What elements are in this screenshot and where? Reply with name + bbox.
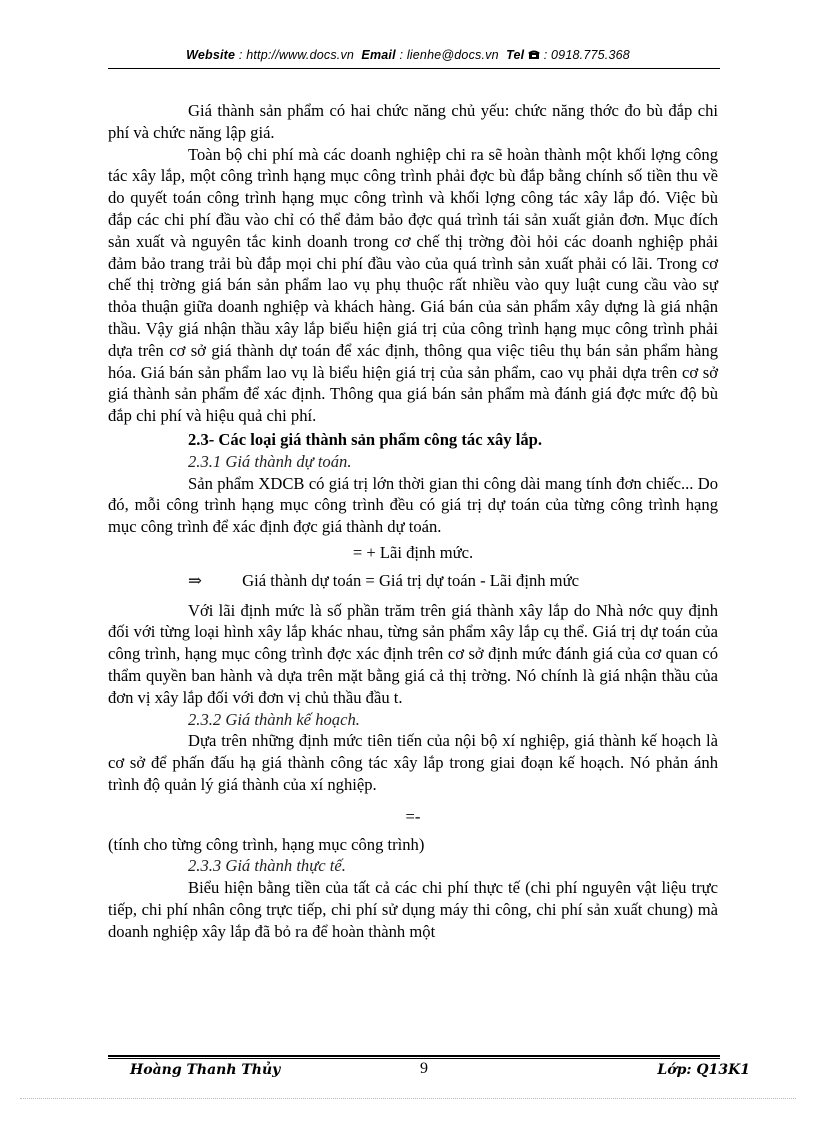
formula-result-text: Giá thành dự toán = Giá trị dự toán - Lãi định mức xyxy=(242,570,579,590)
email-value[interactable]: : lienhe@docs.vn xyxy=(399,48,499,62)
email-label: Email xyxy=(361,48,396,62)
subsection-heading-2-3-1: 2.3.1 Giá thành dự toán. xyxy=(188,451,352,471)
footer-divider-thin xyxy=(108,1058,720,1059)
subsection-heading-2-3-3: 2.3.3 Giá thành thực tế. xyxy=(188,856,346,876)
paragraph-6: Biểu hiện bằng tiền của tất cả các chi phí thực tế (chi phí nguyên vật liệu trực tiếp, chi phí nhân công trực tiếp, chi phí sử dụng máy thi công, chi phí sản xuất chung) mà doanh nghiệp xây lắp đã bỏ ra để hoàn thành một xyxy=(108,878,718,941)
subsection-heading-2-3-2: 2.3.2 Giá thành kế hoạch. xyxy=(188,709,360,729)
website-value[interactable]: : http://www.docs.vn xyxy=(238,48,355,62)
paragraph-3: Sản phẩm XDCB có giá trị lớn thời gian thi công dài mang tính đơn chiếc... Do đó, mỗi công trình hạng mục công trình đều có giá trị dự toán của từng công trình hạng mục công trình để xác định đợc giá thành dự toán. xyxy=(108,473,718,537)
page-footer xyxy=(130,1060,750,1084)
formula-line: = + Lãi định mức. xyxy=(352,542,474,562)
implies-arrow-icon: ⇒ xyxy=(188,570,202,590)
website-label: Website xyxy=(186,48,236,62)
phone-icon xyxy=(528,48,544,62)
tel-value: : 0918.775.368 xyxy=(543,48,630,62)
footer-divider xyxy=(108,1055,720,1057)
footer-class: Lớp: Q13K1 xyxy=(657,1062,750,1078)
document-body xyxy=(108,100,718,942)
section-heading-2-3: 2.3- Các loại giá thành sản phẩm công tác xây lắp. xyxy=(188,429,543,449)
formula-note: (tính cho từng công trình, hạng mục công trình) xyxy=(108,834,425,854)
formula-dash: =- xyxy=(405,806,421,826)
page-header xyxy=(0,48,816,62)
paragraph-2: Toàn bộ chi phí mà các doanh nghiệp chi ra sẽ hoàn thành một khối lợng công tác xây lắp, một công trình hạng mục công trình phải đợc bù đắp bằng chính số tiền thu về do quyết toán công trình hạng mục công trình và khối lợng công tác xây lắp đó. Việc bù đắp các chi phí đầu vào chỉ có thể đảm bảo đợc quá trình tái sản xuất giản đơn. Mục đích sản xuất và nguyên tắc kinh doanh trong cơ chế thị trờng đòi hỏi các doanh nghiệp phải đảm bảo trang trải bù đắp mọi chi phí đầu vào của quá trình sản xuất phải có lãi. Trong cơ chế thị trờng giá bán sản phẩm lao vụ phụ thuộc rất nhiều vào quy luật cung cầu vào sự thỏa thuận giữa doanh nghiệp và khách hàng. Giá bán của sản phẩm xây dựng là giá nhận thầu. Vậy giá nhận thầu xây lắp biểu hiện giá trị của công trình hạng mục công trình phải dựa trên cơ sở giá thành dự toán để xác định, thông qua việc tiêu thụ bán sản phẩm hàng hóa. Giá bán sản phẩm lao vụ là biểu hiện giá trị của sản phẩm, cao vụ phải dựa trên cơ sở giá thành sản phẩm để xác định. Thông qua giá bán sản phẩm mà đánh giá đợc mức độ bù đắp chi phí và hiệu quả chi phí. xyxy=(108,144,718,426)
formula-result xyxy=(108,570,718,592)
paragraph-5: Dựa trên những định mức tiên tiến của nội bộ xí nghiệp, giá thành kế hoạch là cơ sở để phấn đấu hạ giá thành công tác xây lắp trong giai đoạn kế hoạch. Nó phản ánh trình độ quản lý giá thành của xí nghiệp. xyxy=(108,731,718,794)
header-divider xyxy=(108,68,720,69)
paragraph-4: Với lãi định mức là số phần trăm trên giá thành xây lắp do Nhà nớc quy định đối với từng loại hình xây lắp khác nhau, từng sản phẩm xây lắp cụ thể. Giá trị dự toán của công trình, hạng mục công trình đợc xác định trên cơ sở định mức đánh giá của cơ quan có thẩm quyền ban hành và dựa trên mặt bằng giá cả thị trờng. Nó chính là giá nhận thầu của đơn vị xây lắp đối với đơn vị chủ thầu đầu t. xyxy=(108,600,718,707)
page-number: 9 xyxy=(420,1060,428,1077)
tel-label: Tel xyxy=(506,48,525,62)
page-bottom-edge xyxy=(20,1098,796,1099)
paragraph-1: Giá thành sản phẩm có hai chức năng chủ yếu: chức năng thớc đo bù đắp chi phí và chức năng lập giá. xyxy=(108,101,718,142)
footer-author: Hoàng Thanh Thủy xyxy=(130,1062,281,1078)
